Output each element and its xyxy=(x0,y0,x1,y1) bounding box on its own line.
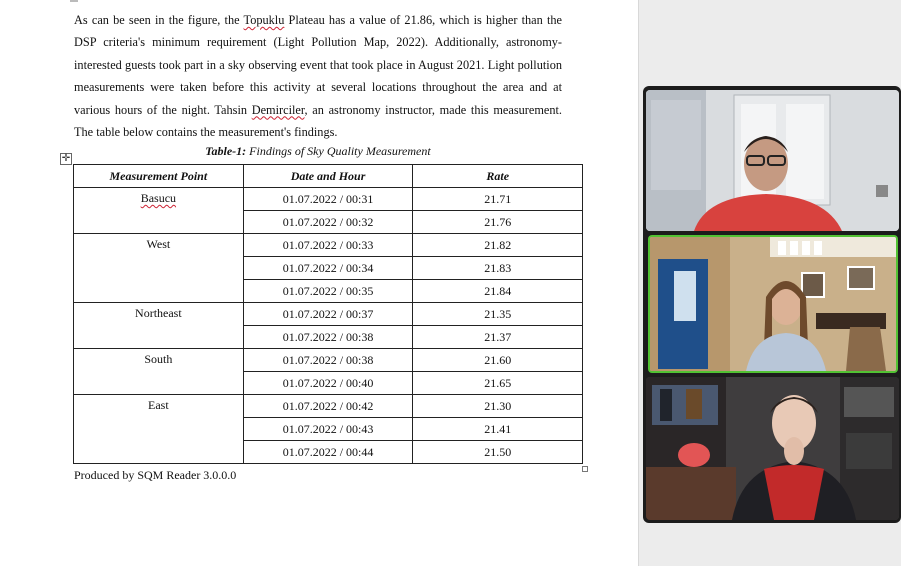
date-hour-cell: 01.07.2022 / 00:42 xyxy=(243,395,413,418)
table-row xyxy=(74,234,583,257)
table-body xyxy=(74,188,583,464)
rate-cell: 21.41 xyxy=(413,418,583,441)
table-header-row xyxy=(74,165,583,188)
spellcheck-word[interactable]: Demirciler xyxy=(251,102,305,117)
table-caption xyxy=(74,144,562,159)
sky-quality-table xyxy=(73,164,583,464)
measurement-point-cell: Northeast xyxy=(74,303,244,349)
rate-cell: 21.76 xyxy=(413,211,583,234)
measurement-point-cell: West xyxy=(74,234,244,303)
paragraph-text: , an astronomy instructor, made this measurement. The table below contains the measurement's findings. xyxy=(74,102,563,140)
participant-tile-1[interactable] xyxy=(646,90,899,231)
table-row xyxy=(74,188,583,211)
rate-cell: 21.84 xyxy=(413,280,583,303)
table-caption-text: Findings of Sky Quality Measurement xyxy=(246,144,431,158)
date-hour-cell: 01.07.2022 / 00:40 xyxy=(243,372,413,395)
date-hour-cell: 01.07.2022 / 00:43 xyxy=(243,418,413,441)
date-hour-cell: 01.07.2022 / 00:35 xyxy=(243,280,413,303)
header-measurement-point: Measurement Point xyxy=(74,165,244,188)
rate-cell: 21.30 xyxy=(413,395,583,418)
paragraph-text: As can be seen in the figure, the xyxy=(74,13,244,27)
move-cross-icon[interactable]: ✛ xyxy=(61,153,71,164)
table-row xyxy=(74,303,583,326)
body-paragraph xyxy=(74,9,562,143)
spellcheck-word[interactable]: Basucu xyxy=(140,191,177,205)
table-row xyxy=(74,395,583,418)
participant-tile-3[interactable] xyxy=(646,377,899,520)
measurement-point-cell xyxy=(74,188,244,234)
rate-cell: 21.37 xyxy=(413,326,583,349)
table-footnote: Produced by SQM Reader 3.0.0.0 xyxy=(74,468,237,482)
date-hour-cell: 01.07.2022 / 00:37 xyxy=(243,303,413,326)
date-hour-cell: 01.07.2022 / 00:32 xyxy=(243,211,413,234)
spellcheck-word[interactable]: Topuklu xyxy=(243,13,285,27)
measurement-point-cell: South xyxy=(74,349,244,395)
header-rate: Rate xyxy=(413,165,583,188)
date-hour-cell: 01.07.2022 / 00:38 xyxy=(243,326,413,349)
paragraph-text: Plateau has a value of 21.86, which is higher than the DSP criteria's minimum requirement (Light Pollution Map, 2022). Additionally, astronomy-interested guests took part in a sky observing event that took place in August 2021. Light pollution measurements were taken before this activity at several locations throughout the area and at various hours of the night. Tahsin xyxy=(74,13,562,117)
participant-video-3 xyxy=(646,377,899,520)
date-hour-cell: 01.07.2022 / 00:38 xyxy=(243,349,413,372)
rate-cell: 21.35 xyxy=(413,303,583,326)
rate-cell: 21.50 xyxy=(413,441,583,464)
rate-cell: 21.82 xyxy=(413,234,583,257)
participant-video-2 xyxy=(650,237,896,371)
rate-cell: 21.60 xyxy=(413,349,583,372)
participant-tile-2[interactable] xyxy=(648,235,898,373)
rate-cell: 21.71 xyxy=(413,188,583,211)
table-resize-handle[interactable] xyxy=(582,466,588,472)
date-hour-cell: 01.07.2022 / 00:34 xyxy=(243,257,413,280)
table-caption-label: Table-1: xyxy=(205,144,247,158)
rate-cell: 21.65 xyxy=(413,372,583,395)
date-hour-cell: 01.07.2022 / 00:33 xyxy=(243,234,413,257)
date-hour-cell: 01.07.2022 / 00:31 xyxy=(243,188,413,211)
header-date-and-hour: Date and Hour xyxy=(243,165,413,188)
measurement-point-cell: East xyxy=(74,395,244,464)
table-row xyxy=(74,349,583,372)
rate-cell: 21.83 xyxy=(413,257,583,280)
page-corner-mark xyxy=(70,0,78,2)
participant-video-1 xyxy=(646,90,899,231)
date-hour-cell: 01.07.2022 / 00:44 xyxy=(243,441,413,464)
